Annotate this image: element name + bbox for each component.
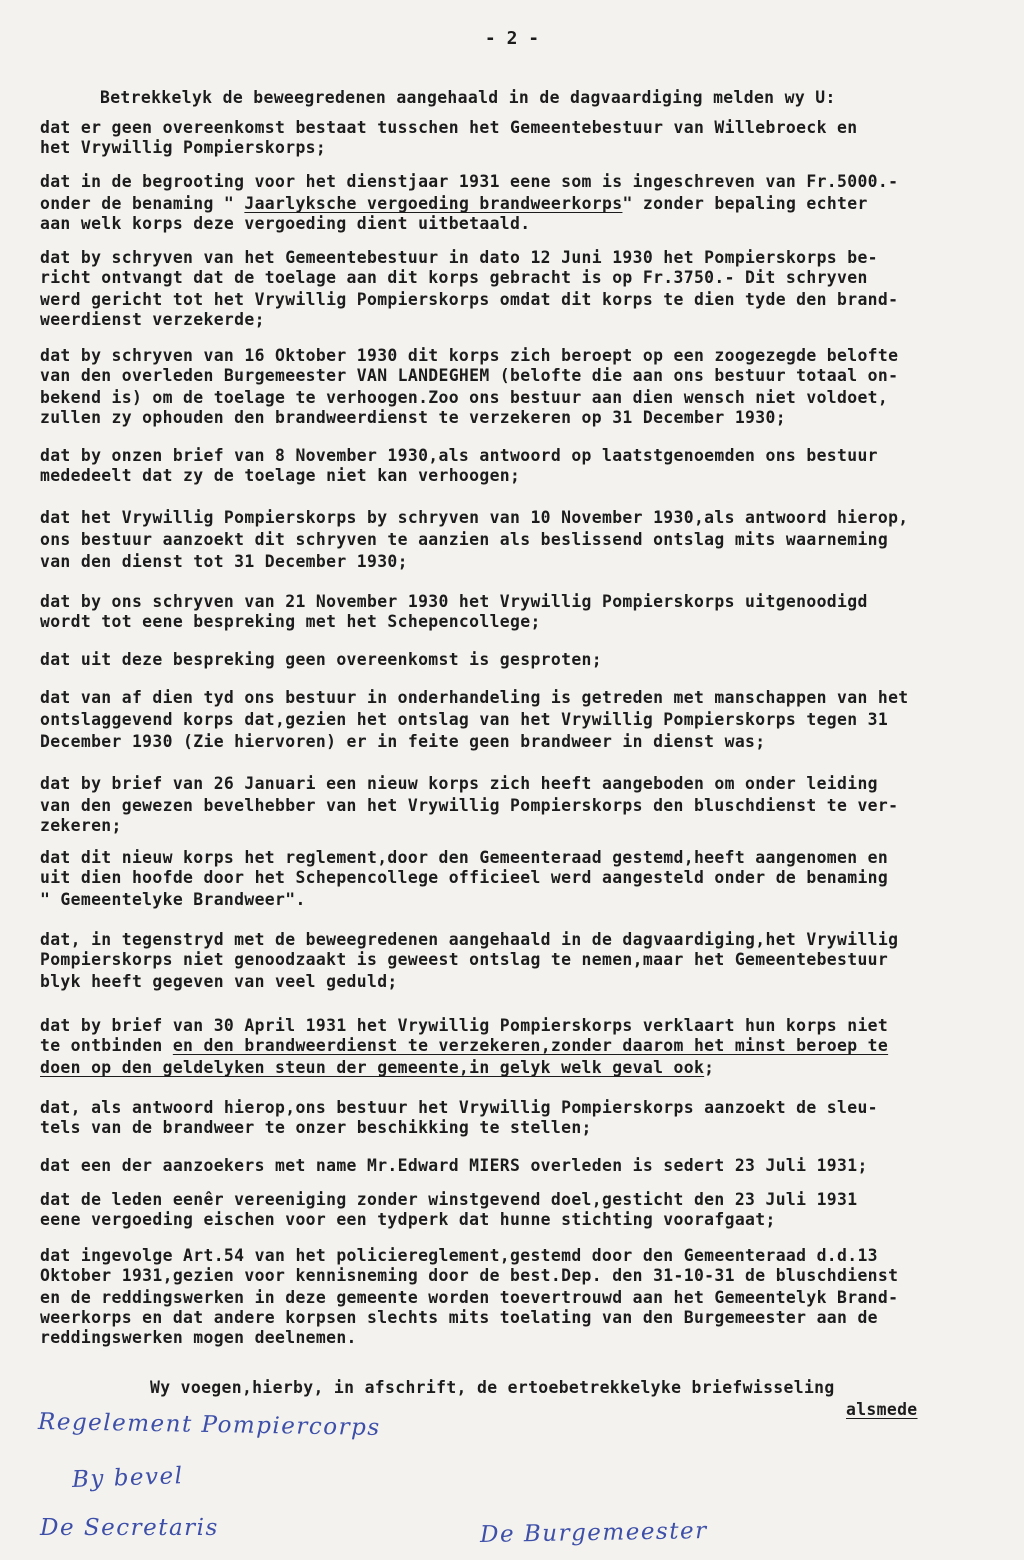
line-text: dat een der aanzoekers met name Mr.Edward MIERS overleden is sedert 23 Juli 1931; xyxy=(40,1156,868,1175)
body-line xyxy=(40,214,530,234)
body-line xyxy=(40,1266,898,1286)
closing-alsmede: alsmede xyxy=(846,1400,918,1419)
body-line xyxy=(40,466,520,486)
line-text: wordt tot eene bespreking met het Schepencollege; xyxy=(40,612,541,631)
body-line xyxy=(40,1190,857,1210)
body-line xyxy=(40,710,888,730)
body-line xyxy=(40,950,888,970)
body-line xyxy=(40,774,878,794)
line-text: mededeelt dat zy de toelage niet kan verhoogen; xyxy=(40,466,521,485)
line-text: aan welk korps deze vergoeding dient uitbetaald. xyxy=(40,214,531,233)
body-line xyxy=(40,290,898,310)
line-text: zullen zy ophouden den brandweerdienst te verzekeren op 31 December 1930; xyxy=(40,408,786,427)
body-line xyxy=(40,1036,888,1056)
line-text: dat by brief van 26 Januari een nieuw korps zich heeft aangeboden om onder leiding xyxy=(40,774,878,793)
closing-line: Wy voegen,hierby, in afschrift, de ertoebetrekkelyke briefwisseling xyxy=(150,1378,835,1397)
line-text: dat van af dien tyd ons bestuur in onderhandeling is getreden met manschappen van het xyxy=(40,688,909,707)
line-text: dat uit deze bespreking geen overeenkomst is gesproten; xyxy=(40,650,602,669)
handwritten-by-bevel: By bevel xyxy=(71,1463,184,1493)
body-line xyxy=(40,1246,878,1266)
body-line xyxy=(40,592,868,612)
body-line xyxy=(40,1016,888,1036)
body-line xyxy=(40,508,909,528)
line-text: dat, als antwoord hierop,ons bestuur het Vrywillig Pompierskorps aanzoekt de sleu- xyxy=(40,1098,878,1117)
line-text: weerkorps en dat andere korpsen slechts mits toelating van den Burgemeester aan de xyxy=(40,1308,878,1327)
line-text: eene vergoeding eischen voor een tydperk dat hunne stichting voorafgaat; xyxy=(40,1210,776,1229)
body-line xyxy=(40,868,888,888)
line-text: ons bestuur aanzoekt dit schryven te aanzien als beslissend ontslag mits waarneming xyxy=(40,530,889,549)
intro-line: Betrekkelyk de beweegredenen aangehaald in de dagvaardiging melden wy U: xyxy=(100,88,836,107)
line-text: reddingswerken mogen deelnemen. xyxy=(40,1328,357,1347)
line-text: van den overleden Burgemeester VAN LANDEGHEM (belofte die aan ons bestuur totaal on- xyxy=(40,366,899,385)
line-text: ; xyxy=(704,1058,715,1077)
line-text: dat er geen overeenkomst bestaat tusschen het Gemeentebestuur van Willebroeck en xyxy=(40,118,858,137)
line-text: bekend is) om de toelage te verhoogen.Zoo ons bestuur aan dien wensch niet voldoet, xyxy=(40,388,889,407)
line-text: dat de leden eenêr vereeniging zonder winstgevend doel,gesticht den 23 Juli 1931 xyxy=(40,1190,858,1209)
body-line xyxy=(40,1288,898,1308)
body-line xyxy=(40,172,898,192)
body-line xyxy=(40,346,898,366)
line-text: ontslaggevend korps dat,gezien het ontslag van het Vrywillig Pompierskorps tegen 31 xyxy=(40,710,889,729)
body-line xyxy=(40,1118,592,1138)
body-line xyxy=(40,248,878,268)
body-line xyxy=(40,890,306,910)
line-text: Oktober 1931,gezien voor kennisneming door de best.Dep. den 31-10-31 de bluschdienst xyxy=(40,1266,899,1285)
body-line xyxy=(40,194,868,214)
body-line xyxy=(40,1328,357,1348)
line-text: van den gewezen bevelhebber van het Vrywillig Pompierskorps den bluschdienst te ver- xyxy=(40,796,899,815)
body-line xyxy=(40,816,122,836)
body-line xyxy=(40,650,602,670)
body-line xyxy=(40,848,888,868)
line-text: onder de benaming " xyxy=(40,194,245,213)
line-text: richt ontvangt dat de toelage aan dit korps gebracht is op Fr.3750.- Dit schryven xyxy=(40,268,868,287)
line-text: dat by brief van 30 April 1931 het Vrywillig Pompierskorps verklaart hun korps niet xyxy=(40,1016,889,1035)
line-text: dat by schryven van het Gemeentebestuur in dato 12 Juni 1930 het Pompierskorps be- xyxy=(40,248,878,267)
body-line xyxy=(40,732,765,752)
line-text: werd gericht tot het Vrywillig Pompierskorps omdat dit korps te dien tyde den brand- xyxy=(40,290,899,309)
body-line xyxy=(40,1308,878,1328)
body-line xyxy=(40,310,265,330)
line-text: dat, in tegenstryd met de beweegredenen aangehaald in de dagvaardiging,het Vrywillig xyxy=(40,930,899,949)
body-line xyxy=(40,1098,878,1118)
handwritten-secretaris: De Secretaris xyxy=(40,1515,219,1541)
body-line xyxy=(40,366,898,386)
line-text: dat by schryven van 16 Oktober 1930 dit korps zich beroept op een zoogezegde belofte xyxy=(40,346,899,365)
handwritten-burgemeester: De Burgemeester xyxy=(479,1518,708,1548)
line-text: zekeren; xyxy=(40,816,122,835)
line-text: te ontbinden xyxy=(40,1036,173,1055)
body-line xyxy=(40,972,398,992)
handwritten-annotation: Regelement Pompiercorps xyxy=(37,1409,381,1441)
body-line xyxy=(40,930,898,950)
line-text: blyk heeft gegeven van veel geduld; xyxy=(40,972,398,991)
body-line xyxy=(40,268,868,288)
line-text: tels van de brandweer te onzer beschikking te stellen; xyxy=(40,1118,592,1137)
underlined-text: doen op den geldelyken steun der gemeente,in gelyk welk geval ook xyxy=(40,1058,705,1077)
body-line xyxy=(40,408,786,428)
body-line xyxy=(40,388,888,408)
line-text: dat dit nieuw korps het reglement,door den Gemeenteraad gestemd,heeft aangenomen en xyxy=(40,848,889,867)
body-line xyxy=(40,796,898,816)
line-text: dat by ons schryven van 21 November 1930 het Vrywillig Pompierskorps uitgenoodigd xyxy=(40,592,868,611)
page-number: - 2 - xyxy=(484,28,540,49)
body-line xyxy=(40,1058,714,1078)
body-line xyxy=(40,688,909,708)
line-text: dat ingevolge Art.54 van het policiereglement,gestemd door den Gemeenteraad d.d.13 xyxy=(40,1246,878,1265)
body-line xyxy=(40,446,878,466)
body-line xyxy=(40,1210,776,1230)
body-line xyxy=(40,1156,868,1176)
line-text: dat het Vrywillig Pompierskorps by schryven van 10 November 1930,als antwoord hierop, xyxy=(40,508,909,527)
line-text: " zonder bepaling echter xyxy=(622,194,868,213)
line-text: uit dien hoofde door het Schepencollege officieel werd aangesteld onder de benaming xyxy=(40,868,889,887)
underlined-text: Jaarlyksche vergoeding brandweerkorps xyxy=(244,194,623,213)
line-text: December 1930 (Zie hiervoren) er in feite geen brandweer in dienst was; xyxy=(40,732,766,751)
body-line xyxy=(40,138,326,158)
line-text: weerdienst verzekerde; xyxy=(40,310,265,329)
body-line xyxy=(40,612,541,632)
body-line xyxy=(40,530,888,550)
underlined-text: en den brandweerdienst te verzekeren,zonder daarom het minst beroep te xyxy=(172,1036,889,1055)
line-text: " Gemeentelyke Brandweer". xyxy=(40,890,306,909)
body-line xyxy=(40,552,408,572)
line-text: dat by onzen brief van 8 November 1930,als antwoord op laatstgenoemden ons bestuur xyxy=(40,446,878,465)
line-text: Pompierskorps niet genoodzaakt is geweest ontslag te nemen,maar het Gemeentebestuur xyxy=(40,950,889,969)
line-text: dat in de begrooting voor het dienstjaar 1931 eene som is ingeschreven van Fr.5000.- xyxy=(40,172,899,191)
line-text: en de reddingswerken in deze gemeente worden toevertrouwd aan het Gemeentelyk Brand- xyxy=(40,1288,899,1307)
line-text: van den dienst tot 31 December 1930; xyxy=(40,552,408,571)
body-line xyxy=(40,118,857,138)
line-text: het Vrywillig Pompierskorps; xyxy=(40,138,327,157)
